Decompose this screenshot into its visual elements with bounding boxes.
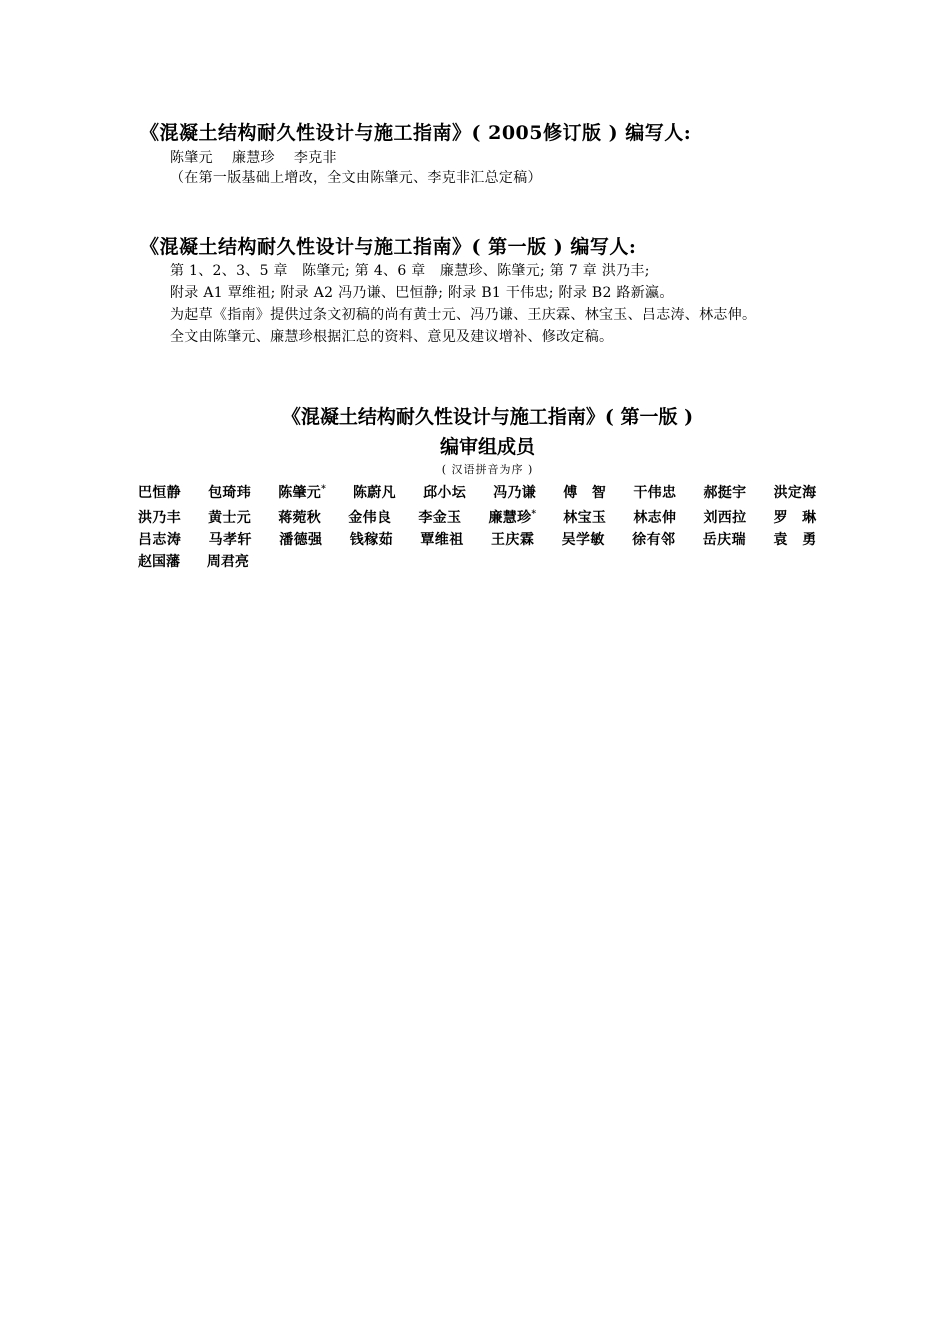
section-first-title: 《混凝土结构耐久性设计与施工指南》( 第一版 ) 编写人:: [140, 236, 637, 258]
review-group-member: [633, 485, 676, 501]
member-name: 巴恒静: [138, 484, 181, 501]
member-name: 罗 琳: [773, 510, 817, 527]
member-name: 周君亮: [206, 554, 249, 571]
member-name: 邱小坛: [423, 484, 466, 501]
review-group-member: [208, 510, 251, 526]
review-group-member: [703, 485, 746, 501]
review-group-member: [279, 532, 322, 548]
member-name: 包琦玮: [208, 484, 251, 501]
review-group-member: [703, 510, 746, 526]
review-group-member: [488, 510, 536, 526]
review-group-member: [774, 510, 817, 526]
review-group-member: [138, 485, 181, 501]
member-name: 钱稼茹: [349, 532, 394, 549]
member-name: 陈肇元: [278, 484, 322, 501]
review-group-member: [208, 485, 251, 501]
section-first-line: 为起草《指南》提供过条文初稿的尚有黄士元、冯乃谦、王庆霖、林宝玉、吕志涛、林志伸。: [170, 307, 757, 323]
section-2005-title: 《混凝土结构耐久性设计与施工指南》( 2005修订版 ) 编写人:: [140, 122, 692, 144]
review-group-member: [138, 532, 181, 548]
member-name: 赵国藩: [138, 554, 180, 571]
review-group-member: [138, 554, 180, 570]
review-group-member: [418, 510, 461, 526]
review-group-member: [138, 510, 181, 526]
member-name: 刘西拉: [703, 510, 747, 527]
review-group-subtitle: 编审组成员: [439, 436, 535, 458]
member-name: 王庆霖: [490, 532, 535, 549]
member-name: 傅 智: [563, 484, 607, 501]
member-name: 蒋菀秋: [278, 510, 322, 527]
member-name: 徐有邻: [632, 532, 676, 549]
member-star-mark: *: [531, 509, 537, 520]
review-group-member: [493, 485, 536, 501]
review-group-member: [633, 510, 676, 526]
review-group-member: [562, 532, 605, 548]
member-name: 郝挺宇: [703, 484, 747, 501]
review-group-member: [278, 510, 321, 526]
review-group-member: [563, 510, 606, 526]
member-name: 覃维祖: [420, 532, 464, 549]
review-group-member: [207, 554, 249, 570]
member-name: 廉慧珍: [488, 510, 532, 527]
member-name: 冯乃谦: [493, 484, 537, 501]
review-group-member: [632, 532, 675, 548]
review-group-member: [350, 532, 393, 548]
review-group-member: [563, 485, 606, 501]
review-group-member: [491, 532, 534, 548]
member-star-mark: *: [321, 484, 326, 494]
member-name: 黄士元: [208, 510, 251, 527]
review-group-member-list: [138, 478, 838, 573]
review-group-member: [420, 532, 463, 548]
member-name: 李金玉: [418, 510, 462, 527]
member-name: 吴学敏: [561, 532, 605, 549]
member-name: 干伟忠: [633, 484, 677, 501]
member-name: 洪乃丰: [138, 510, 181, 527]
member-name: 岳庆瑞: [702, 532, 747, 549]
section-2005-authors: 陈肇元 廉慧珍 李克非: [170, 150, 337, 166]
member-name: 金伟良: [348, 510, 392, 527]
review-group-member: [209, 532, 252, 548]
review-group-member: [774, 485, 817, 501]
review-group-title: 《混凝土结构耐久性设计与施工指南》( 第一版 ): [281, 406, 694, 428]
review-group-member: [703, 532, 746, 548]
member-name: 林志伸: [633, 510, 677, 527]
member-name: 洪定海: [773, 484, 817, 501]
member-name: 马孝轩: [208, 532, 252, 549]
member-name: 袁 勇: [773, 532, 817, 549]
member-name: 吕志涛: [138, 532, 182, 549]
review-group-member: [353, 485, 396, 501]
review-group-member: [773, 532, 816, 548]
review-group-member: [423, 485, 466, 501]
section-first-line: 全文由陈肇元、廉慧珍根据汇总的资料、意见及建议增补、修改定稿。: [170, 329, 614, 345]
member-name: 林宝玉: [563, 510, 607, 527]
review-group-order-note: ( 汉语拼音为序 ): [441, 463, 534, 476]
review-group-member: [278, 485, 326, 501]
section-2005-note: （在第一版基础上增改，全文由陈肇元、李克非汇总定稿）: [170, 170, 542, 186]
review-group-member: [348, 510, 391, 526]
section-first-line: 第 1、2、3、5 章 陈肇元; 第 4、6 章 廉慧珍、陈肇元; 第 7 章 洪乃丰;: [170, 263, 650, 279]
section-first-line: 附录 A1 覃维祖; 附录 A2 冯乃谦、巴恒静; 附录 B1 干伟忠; 附录 B2 路新瀛。: [170, 285, 674, 301]
member-name: 陈蔚凡: [353, 484, 396, 501]
member-name: 潘德强: [279, 532, 323, 549]
